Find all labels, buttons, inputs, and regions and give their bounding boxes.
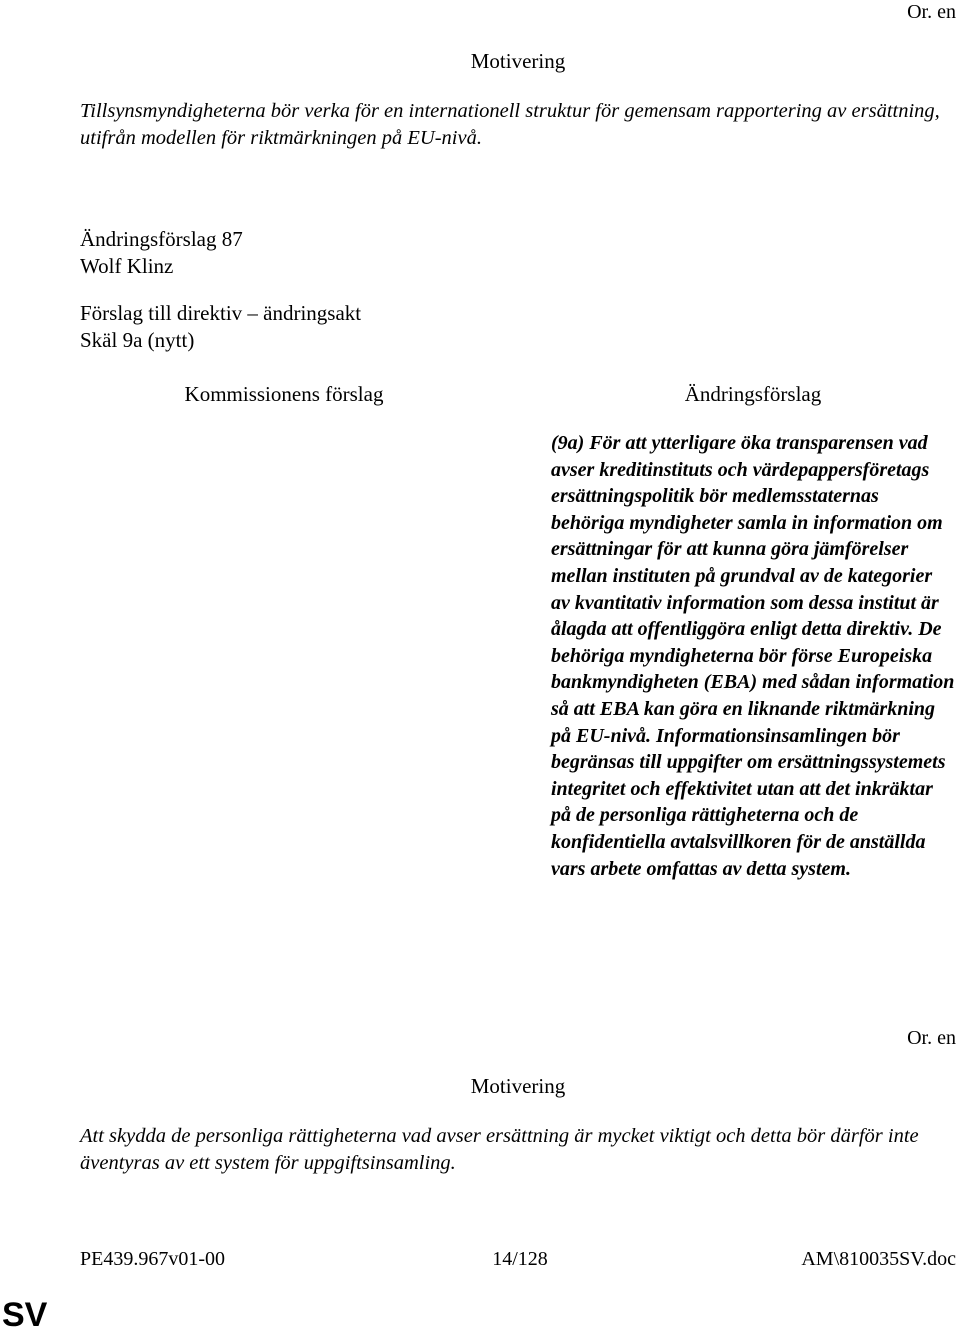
amendment-reference: Skäl 9a (nytt) — [80, 328, 195, 352]
justification-heading-bottom: Motivering — [470, 1074, 566, 1098]
footer-file-reference: AM\810035SV.doc — [801, 1248, 956, 1270]
original-language-top: Or. en — [907, 1, 956, 23]
language-code: SV — [2, 1296, 48, 1334]
justification-text-bottom: Att skydda de personliga rättigheterna vad avser ersättning är mycket viktigt och detta bör därför inte äventyras av ett system för uppgiftsinsamling. — [80, 1125, 919, 1174]
amendment-number: Ändringsförslag 87 — [80, 227, 243, 251]
footer-doc-reference: PE439.967v01-00 — [80, 1248, 225, 1270]
amendment-text: (9a) För att ytterligare öka transparensen vad avser kreditinstituts och värdepappersföretags ersättningspolitik bör medlemsstaternas behöriga myndigheter samla in information om ersättningar för att kunna göra jämförelser mellan instituten på grundval av de kategorier av kvantitativ information som dessa institut är ålagda att offentliggöra enligt detta direktiv. De behöriga myndigheterna bör förse Europeiska bankmyndigheten (EBA) med sådan information så att EBA kan göra en liknande riktmärkning på EU-nivå. Informationsinsamlingen bör begränsas till uppgifter om ersättningssystemets integritet och effektivitet utan att det inkräktar på de personliga rättigheterna och de konfidentiella avtalsvillkoren för de anställda vars arbete omfattas av detta system. — [551, 432, 955, 880]
amendment-author: Wolf Klinz — [80, 254, 174, 278]
justification-heading-top: Motivering — [470, 49, 566, 73]
column-heading-amendment: Ändringsförslag — [684, 382, 822, 406]
justification-text-top: Tillsynsmyndigheterna bör verka för en internationell struktur för gemensam rapportering av ersättning, utifrån modellen för riktmärkningen på EU-nivå. — [80, 100, 940, 149]
proposal-type: Förslag till direktiv – ändringsakt — [80, 301, 362, 325]
original-language-bottom: Or. en — [907, 1027, 956, 1049]
column-heading-commission: Kommissionens förslag — [184, 382, 384, 406]
footer-page-number: 14/128 — [492, 1248, 548, 1270]
